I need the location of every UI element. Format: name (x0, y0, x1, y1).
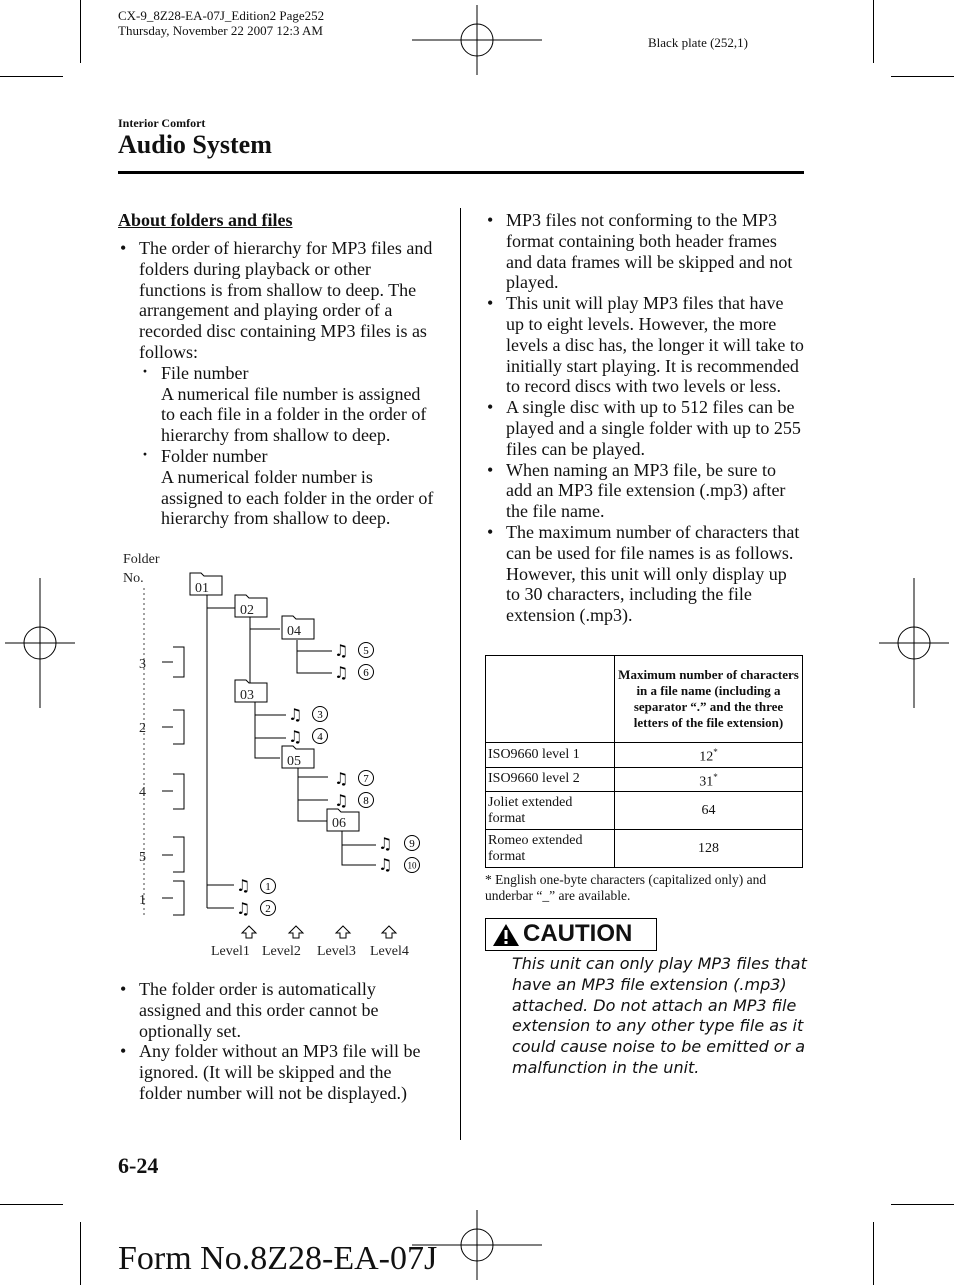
file-icon (334, 769, 374, 788)
list-item: • A single disc with up to 512 files can be played and a single folder with up to 255 files can be played. (485, 397, 805, 459)
column-divider (460, 208, 461, 1140)
table-cell-value: 31* (615, 767, 803, 792)
sub-item-file-number (139, 363, 438, 446)
sub-item-desc: A numerical folder number is assigned to each folder in the order of hierarchy from shallow to deep. (161, 466, 434, 529)
folder-hierarchy-diagram (110, 545, 440, 965)
left-list-top (118, 238, 438, 529)
table-header-empty (486, 656, 615, 743)
folder-icon (327, 809, 359, 831)
arrow-up-icon (242, 926, 256, 938)
svg-text:♫: ♫ (334, 663, 349, 682)
subheading: About folders and files (118, 210, 293, 230)
svg-text:6: 6 (363, 667, 369, 679)
title-rule (118, 171, 804, 174)
form-number: Form No.8Z28-EA-07J (118, 1240, 438, 1277)
folder-icon (235, 680, 267, 703)
table-cell-value: 64 (615, 792, 803, 830)
table-cell-format: ISO9660 level 1 (486, 743, 615, 768)
section-label: Interior Comfort (118, 116, 206, 130)
table-header: Maximum number of characters in a file name (including a separator “.” and the three letters of the file extension) (615, 656, 803, 743)
bullet-text: The order of hierarchy for MP3 files and folders during playback or other functions is from shallow to deep. The arrangement and playing order of a recorded disc containing MP3 files is as follows: (139, 238, 433, 362)
svg-text:♫: ♫ (334, 641, 349, 660)
filename-length-table (485, 655, 803, 868)
registration-mark-top (412, 5, 542, 75)
svg-text:♫: ♫ (334, 791, 349, 810)
svg-text:♫: ♫ (288, 727, 303, 746)
file-icon (288, 705, 328, 724)
table-header-row (486, 656, 803, 743)
arrow-up-icon (336, 926, 350, 938)
file-icon (378, 855, 420, 874)
caution-label: CAUTION (523, 920, 633, 947)
warning-triangle-icon (492, 923, 520, 947)
arrow-up-icon (382, 926, 396, 938)
list-item: • This unit will play MP3 files that have up to eight levels. However, the more levels a disc has, the longer it will take to initially start playing. It is recommended to record discs with two levels or less. (485, 293, 805, 397)
svg-text:3: 3 (317, 709, 323, 721)
level-label: Level4 (370, 944, 409, 959)
registration-mark-left (5, 578, 75, 708)
left-list-bottom (118, 979, 438, 1104)
crop-mark (891, 76, 954, 77)
list-item: • Any folder without an MP3 file will be ignored. (It will be skipped and the folder number will not be displayed.) (118, 1041, 438, 1103)
svg-text:06: 06 (332, 816, 346, 831)
svg-text:8: 8 (363, 795, 369, 807)
folder-icon (282, 616, 314, 639)
level-label: Level1 (211, 944, 250, 959)
list-item (118, 238, 438, 529)
print-info (118, 8, 324, 38)
level-label: Level2 (262, 944, 301, 959)
svg-text:10: 10 (407, 860, 417, 871)
folder-icon (235, 595, 267, 618)
list-item: • MP3 files not conforming to the MP3 format containing both header frames and data frames will be skipped and not played. (485, 210, 805, 293)
level-label: Level3 (317, 944, 356, 959)
svg-text:♫: ♫ (378, 834, 393, 853)
svg-text:♫: ♫ (236, 876, 251, 895)
caution-header (485, 918, 657, 951)
crop-mark (891, 1204, 954, 1205)
folder-icon (282, 746, 314, 769)
svg-text:5: 5 (363, 645, 369, 657)
svg-text:♫: ♫ (236, 899, 251, 918)
crop-mark (873, 1222, 874, 1285)
right-list (485, 210, 805, 626)
print-info-line1: CX-9_8Z28-EA-07J_Edition2 Page252 (118, 8, 325, 23)
list-item: • The folder order is automatically assigned and this order cannot be optionally set. (118, 979, 438, 1041)
svg-text:9: 9 (409, 838, 415, 850)
list-item: • When naming an MP3 file, be sure to add an MP3 file extension (.mp3) after the file name. (485, 460, 805, 522)
file-icon (334, 791, 374, 810)
crop-mark (0, 1204, 63, 1205)
page-title: Audio System (118, 130, 272, 159)
print-info-line2: Thursday, November 22 2007 12:3 AM (118, 23, 323, 38)
folder-number: 2 (139, 721, 146, 736)
table-cell-format: Romeo extended format (486, 830, 615, 868)
plate-label: Black plate (252,1) (648, 35, 748, 50)
svg-text:♫: ♫ (378, 855, 393, 874)
arrow-up-icon (289, 926, 303, 938)
file-icon (334, 663, 374, 682)
folder-number: 3 (139, 657, 146, 672)
crop-mark (0, 76, 63, 77)
caution-text: This unit can only play MP3 files that have an MP3 file extension (.mp3) attached. Do not attach an MP3 file extension to any other type file as it could cause noise to be emitted or a malfunction in the unit. (512, 954, 807, 1077)
svg-text:1: 1 (265, 881, 271, 893)
folder-number: 5 (139, 850, 146, 865)
list-item: • The maximum number of characters that can be used for file names is as follows. However, this unit will only display up to 30 characters, including the file extension (.mp3). (485, 522, 805, 626)
svg-text:03: 03 (240, 688, 254, 703)
folder-number-brackets (139, 647, 184, 915)
page-number: 6-24 (118, 1153, 159, 1178)
table-row (486, 792, 803, 830)
file-icon (334, 641, 374, 660)
file-icon (236, 876, 276, 895)
file-icon (236, 899, 276, 918)
svg-text:2: 2 (265, 903, 271, 915)
table-cell-format: Joliet extended format (486, 792, 615, 830)
svg-text:04: 04 (287, 624, 301, 639)
crop-mark (80, 0, 81, 63)
svg-text:05: 05 (287, 754, 301, 769)
crop-mark (80, 1222, 81, 1285)
table-row (486, 743, 803, 768)
table-cell-value: 12* (615, 743, 803, 768)
folder-number: 4 (139, 785, 146, 800)
crop-mark (873, 0, 874, 63)
folder-number: 1 (139, 893, 146, 908)
svg-text:02: 02 (240, 603, 254, 618)
sub-item-folder-number (139, 446, 438, 529)
file-icon (378, 834, 420, 853)
table-row (486, 767, 803, 792)
svg-text:01: 01 (195, 581, 209, 596)
folder-no-label: Folder (123, 552, 160, 567)
table-cell-value: 128 (615, 830, 803, 868)
svg-text:4: 4 (317, 731, 323, 743)
svg-text:7: 7 (363, 773, 369, 785)
sub-item-desc: A numerical file number is assigned to each file in a folder in the order of hierarchy from shallow to deep. (161, 383, 427, 446)
sub-item-title: File number (161, 362, 249, 383)
table-cell-format: ISO9660 level 2 (486, 767, 615, 792)
registration-mark-right (879, 578, 949, 708)
svg-text:♫: ♫ (334, 769, 349, 788)
folder-icon (190, 573, 222, 596)
svg-text:♫: ♫ (288, 705, 303, 724)
table-footnote: * English one-byte characters (capitalized only) and underbar “_” are available. (485, 872, 767, 903)
table-row (486, 830, 803, 868)
file-icon (288, 727, 328, 746)
folder-no-label: No. (123, 571, 144, 586)
sub-item-title: Folder number (161, 445, 268, 466)
